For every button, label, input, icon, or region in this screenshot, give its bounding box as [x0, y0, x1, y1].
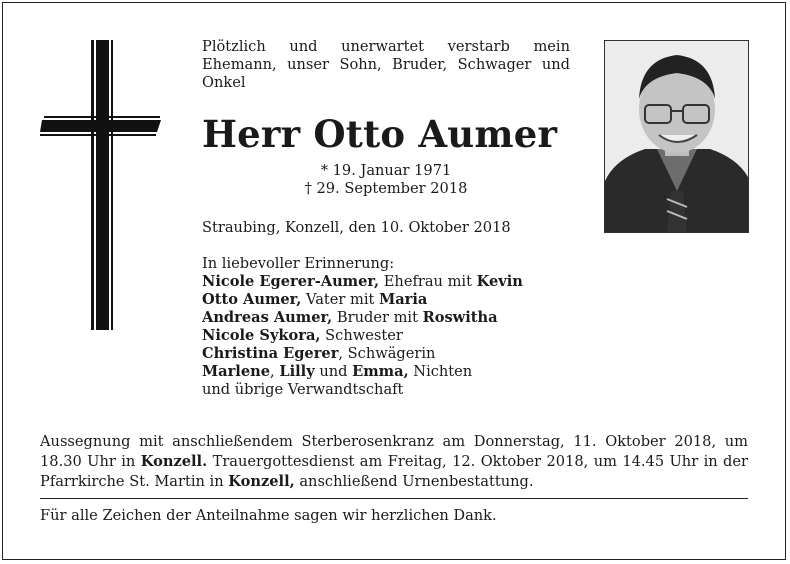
life-dates	[200, 162, 572, 198]
mourner-text: Andreas Aumer,	[202, 309, 333, 326]
mourner-text: Nicole Egerer-Aumer,	[202, 273, 380, 290]
cross-icon	[40, 40, 162, 330]
mourner-line	[202, 363, 570, 381]
mourner-line	[202, 309, 570, 327]
mourner-text: Maria	[379, 291, 428, 308]
mourner-line	[202, 345, 570, 363]
mourner-text: Roswitha	[422, 309, 498, 326]
place-date: Straubing, Konzell, den 10. Oktober 2018	[202, 219, 511, 236]
service-text-segment: anschließend Urnenbestattung.	[294, 473, 534, 490]
mourner-text: und	[314, 363, 353, 380]
service-text-segment: Aussegnung mit anschließendem Sterberosenkranz am Donnerstag, 11. Oktober 2018, um 18.30 Uhr in	[40, 433, 748, 470]
mourner-text: , Schwägerin	[338, 345, 436, 362]
mourner-text: Otto Aumer,	[202, 291, 302, 308]
mourner-text: Nicole Sykora,	[202, 327, 321, 344]
mourner-text: Emma,	[352, 363, 409, 380]
mourner-line	[202, 273, 570, 291]
memory-section	[202, 255, 570, 399]
portrait-photo	[604, 40, 749, 233]
intro-text: Plötzlich und unerwartet verstarb mein Ehemann, unser Sohn, Bruder, Schwager und Onkel	[202, 38, 570, 91]
thanks-text: Für alle Zeichen der Anteilnahme sagen wir herzlichen Dank.	[40, 507, 497, 524]
mourner-text: Christina Egerer	[202, 345, 339, 362]
service-text-segment: Konzell.	[140, 453, 208, 470]
mourner-line	[202, 327, 570, 345]
death-date: † 29. September 2018	[304, 180, 468, 197]
service-text-segment: Konzell,	[228, 473, 295, 490]
birth-date: * 19. Januar 1971	[320, 162, 452, 179]
mourner-text: Kevin	[476, 273, 523, 290]
deceased-name: Herr Otto Aumer	[202, 112, 558, 156]
mourner-text: Nichten	[408, 363, 473, 380]
mourner-line	[202, 381, 570, 399]
mourner-text: Marlene	[202, 363, 271, 380]
mourner-text: Vater mit	[301, 291, 380, 308]
mourner-line	[202, 291, 570, 309]
mourner-text: ,	[270, 363, 280, 380]
mourner-text: Schwester	[320, 327, 403, 344]
service-text-segment: Trauergottesdienst am Freitag, 12. Oktober 2018, um 14.45 Uhr in der Pfarrkirche St. Martin in	[40, 453, 749, 490]
mourner-list	[202, 273, 570, 399]
divider	[40, 498, 748, 499]
memory-heading: In liebevoller Erinnerung:	[202, 255, 395, 272]
mourner-text: Lilly	[279, 363, 315, 380]
mourner-text: Bruder mit	[332, 309, 423, 326]
service-details	[40, 432, 748, 492]
mourner-text: und übrige Verwandtschaft	[202, 381, 404, 398]
mourner-text: Ehefrau mit	[379, 273, 477, 290]
